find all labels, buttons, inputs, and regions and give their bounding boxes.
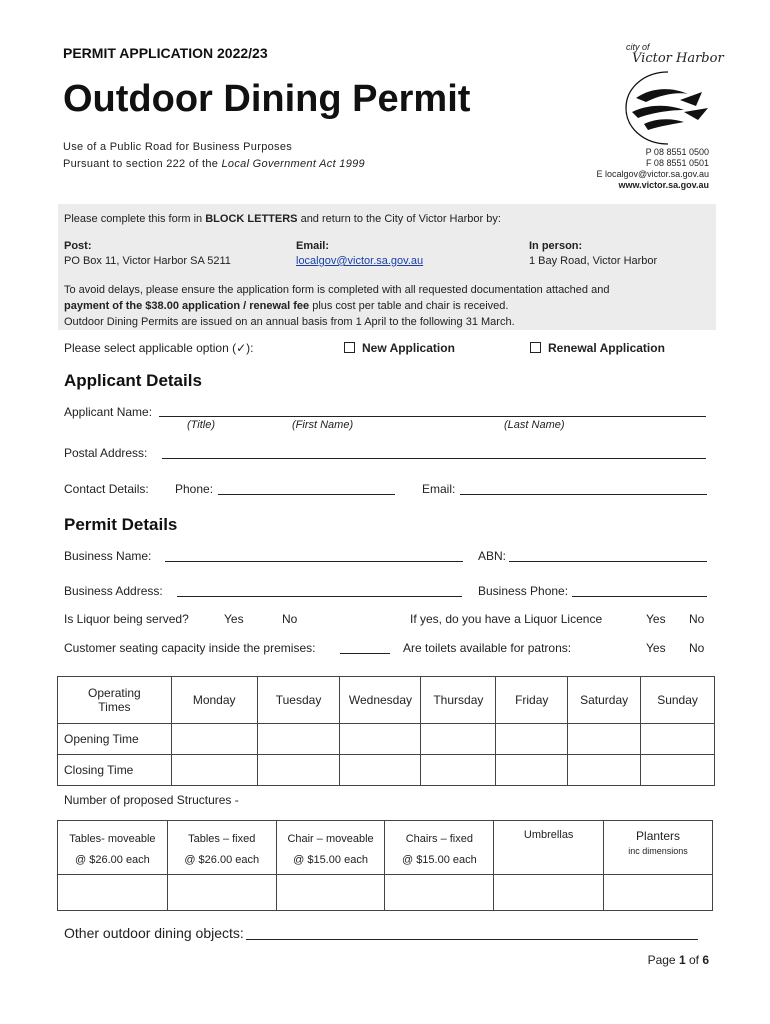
delay-line-1: To avoid delays, please ensure the application form is completed with all requested documentation attached and (64, 284, 610, 296)
toilets-question: Are toilets available for patrons: (403, 641, 572, 655)
structure-count-cell[interactable] (276, 875, 385, 911)
delay-line-2: payment of the $38.00 application / renewal fee plus cost per table and chair is received. (64, 300, 509, 312)
page-number: Page 1 of 6 (647, 953, 709, 967)
contact-phone: P 08 8551 0500 (645, 147, 709, 157)
renewal-application-checkbox[interactable] (530, 342, 541, 353)
day-header: Sunday (641, 677, 715, 724)
opening-time-cell[interactable] (421, 724, 496, 755)
capacity-question: Customer seating capacity inside the premises: (64, 641, 316, 655)
structure-header: Chairs – fixed @ $15.00 each (385, 821, 494, 875)
contact-web: www.victor.sa.gov.au (618, 180, 709, 190)
business-name-input[interactable] (165, 561, 463, 562)
closing-time-cell[interactable] (641, 755, 715, 786)
closing-time-cell[interactable] (171, 755, 257, 786)
structure-header: Tables – fixed @ $26.00 each (167, 821, 276, 875)
liquor-question: Is Liquor being served? (64, 612, 189, 626)
in-person-label: In person: (529, 240, 583, 252)
new-application-option[interactable]: New Application (344, 341, 455, 355)
abn-label: ABN: (478, 549, 507, 563)
opening-time-cell[interactable] (171, 724, 257, 755)
contact-email: E localgov@victor.sa.gov.au (596, 169, 709, 179)
structure-count-cell[interactable] (385, 875, 494, 911)
delay-line-3: Outdoor Dining Permits are issued on an annual basis from 1 April to the following 31 March. (64, 316, 515, 328)
liquor-yes-option[interactable]: Yes (224, 612, 244, 626)
last-name-hint: (Last Name) (504, 419, 565, 431)
day-header: Wednesday (340, 677, 421, 724)
licence-yes-option[interactable]: Yes (646, 612, 666, 626)
council-logo (622, 40, 724, 150)
abn-input[interactable] (509, 561, 707, 562)
operating-times-header: Operating Times (58, 677, 172, 724)
toilets-no-option[interactable]: No (689, 641, 705, 655)
structures-table (57, 820, 713, 911)
structure-header: Umbrellas (494, 821, 604, 875)
structures-label: Number of proposed Structures - (64, 793, 239, 807)
operating-hours-table (57, 676, 715, 786)
capacity-input[interactable] (340, 653, 390, 654)
licence-question: If yes, do you have a Liquor Licence (410, 612, 603, 626)
applicant-email-label: Email: (422, 482, 456, 496)
closing-time-cell[interactable] (257, 755, 340, 786)
closing-time-cell[interactable] (421, 755, 496, 786)
structures-input-row (58, 875, 713, 911)
title-hint: (Title) (187, 419, 216, 431)
business-phone-input[interactable] (572, 596, 707, 597)
structure-count-cell[interactable] (167, 875, 276, 911)
applicant-name-label: Applicant Name: (64, 405, 153, 419)
opening-time-cell[interactable] (496, 724, 568, 755)
opening-time-cell[interactable] (257, 724, 340, 755)
business-address-input[interactable] (177, 596, 462, 597)
closing-time-cell[interactable] (340, 755, 421, 786)
table-header-row (58, 677, 715, 724)
licence-no-option[interactable]: No (689, 612, 705, 626)
first-name-hint: (First Name) (292, 419, 354, 431)
applicant-email-input[interactable] (460, 494, 707, 495)
structure-header: Chair – moveable @ $15.00 each (276, 821, 385, 875)
email-label: Email: (296, 240, 330, 252)
applicant-name-input[interactable] (159, 416, 706, 417)
structure-count-cell[interactable] (494, 875, 604, 911)
new-application-checkbox[interactable] (344, 342, 355, 353)
contact-details-label: Contact Details: (64, 482, 149, 496)
day-header: Friday (496, 677, 568, 724)
other-objects-label: Other outdoor dining objects: (64, 925, 244, 941)
structure-count-cell[interactable] (604, 875, 713, 911)
table-row (58, 755, 715, 786)
closing-time-cell[interactable] (568, 755, 641, 786)
postal-address-input[interactable] (162, 458, 706, 459)
renewal-application-option[interactable]: Renewal Application (530, 341, 665, 355)
instructions-intro: Please complete this form in BLOCK LETTERS and return to the City of Victor Harbor by: (64, 213, 501, 225)
day-header: Thursday (421, 677, 496, 724)
logo-emblem (622, 68, 714, 148)
subtitle-act: Pursuant to section 222 of the Local Government Act 1999 (63, 158, 365, 170)
business-name-label: Business Name: (64, 549, 152, 563)
structure-header: Planters inc dimensions (604, 821, 713, 875)
opening-time-cell[interactable] (340, 724, 421, 755)
toilets-yes-option[interactable]: Yes (646, 641, 666, 655)
phone-label: Phone: (175, 482, 214, 496)
post-label: Post: (64, 240, 92, 252)
day-header: Tuesday (257, 677, 340, 724)
logo-name: Victor Harbor (632, 51, 724, 66)
business-address-label: Business Address: (64, 584, 163, 598)
applicant-details-heading: Applicant Details (64, 371, 202, 390)
closing-time-label: Closing Time (58, 755, 172, 786)
permit-year-heading: PERMIT APPLICATION 2022/23 (63, 45, 268, 61)
phone-input[interactable] (218, 494, 395, 495)
structure-count-cell[interactable] (58, 875, 168, 911)
email-link[interactable]: localgov@victor.sa.gov.au (296, 255, 424, 267)
logo-city-of: city of (626, 42, 650, 52)
day-header: Saturday (568, 677, 641, 724)
liquor-no-option[interactable]: No (282, 612, 298, 626)
business-phone-label: Business Phone: (478, 584, 569, 598)
day-header: Monday (171, 677, 257, 724)
structure-header: Tables- moveable @ $26.00 each (58, 821, 168, 875)
other-objects-input[interactable] (246, 939, 698, 940)
option-label: Please select applicable option (✓): (64, 341, 254, 355)
structures-header-row (58, 821, 713, 875)
table-row (58, 724, 715, 755)
post-address: PO Box 11, Victor Harbor SA 5211 (64, 255, 231, 267)
closing-time-cell[interactable] (496, 755, 568, 786)
permit-details-heading: Permit Details (64, 515, 178, 534)
postal-address-label: Postal Address: (64, 446, 148, 460)
contact-fax: F 08 8551 0501 (645, 158, 709, 168)
opening-time-cell[interactable] (641, 724, 715, 755)
opening-time-cell[interactable] (568, 724, 641, 755)
in-person-address: 1 Bay Road, Victor Harbor (529, 255, 658, 267)
page-title: Outdoor Dining Permit (63, 78, 471, 120)
subtitle-purpose: Use of a Public Road for Business Purposes (63, 141, 293, 153)
opening-time-label: Opening Time (58, 724, 172, 755)
